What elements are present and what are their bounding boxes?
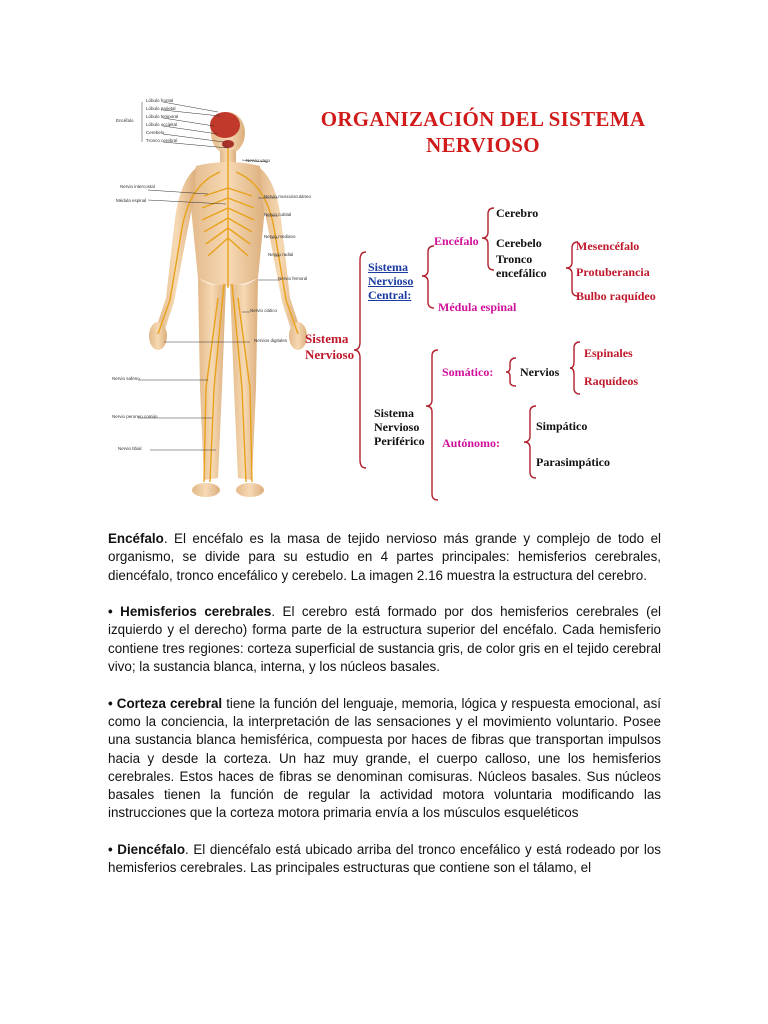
label-encefalo: Encéfalo bbox=[116, 118, 134, 123]
label-medula-espinal: Médula espinal bbox=[116, 198, 147, 203]
node-encefalo: Encéfalo bbox=[434, 234, 479, 248]
node-cerebelo: Cerebelo bbox=[496, 236, 542, 250]
node-sistema-nervioso-central: Sistema Nervioso Central: bbox=[368, 260, 414, 302]
label-nervio-musculocutaneo: Nervio musculocutáneo bbox=[264, 194, 312, 199]
paragraph-encefalo bbox=[108, 530, 661, 585]
node-medula-espinal: Médula espinal bbox=[438, 300, 517, 314]
body-diencefalo: . El diencéfalo está ubicado arriba del tronco encefálico y está rodeado por los hemisferios cerebrales. Las principales estructuras que contiene son el tálamo, el bbox=[108, 842, 661, 876]
label-nervio-cubital: Nervio cubital bbox=[264, 212, 292, 217]
nervous-system-figure bbox=[108, 88, 668, 520]
lead-hemisferios: • Hemisferios cerebrales bbox=[108, 604, 272, 620]
node-protuberancia: Protuberancia bbox=[576, 265, 650, 279]
label-lobulo-frontal: Lóbulo frontal bbox=[146, 98, 174, 103]
label-nervios-digitales: Nervios digitales bbox=[254, 338, 288, 343]
node-parasimpatico: Parasimpático bbox=[536, 455, 610, 469]
label-lobulo-parietal: Lóbulo parietal bbox=[146, 106, 176, 111]
node-somatico: Somático: bbox=[442, 365, 494, 379]
node-autonomo: Autónomo: bbox=[442, 436, 501, 450]
lead-encefalo: Encéfalo bbox=[108, 531, 164, 546]
node-periferico-label: Sistema Nervioso Periférico bbox=[374, 406, 425, 448]
label-lobulo-occipital: Lóbulo occipital bbox=[146, 122, 178, 127]
diagram-title: ORGANIZACIÓN DEL SISTEMA NERVIOSO bbox=[320, 107, 646, 157]
node-mesencefalo: Mesencéfalo bbox=[576, 239, 640, 253]
paragraph-corteza bbox=[108, 695, 661, 823]
label-lobulo-temporal: Lóbulo temporal bbox=[146, 114, 179, 119]
body-corteza: tiene la función del lenguaje, memoria, lógica y respuesta emocional, así como la conciencia, la interpretación de las sensaciones y el movimiento voluntario. Posee una sustancia blanca hemisférica, compuesta por haces de fibras que transportan impulsos hacia y desde la corteza. Un haz muy grande, el cuerpo calloso, une los hemisferios cerebrales. Estos haces de fibras se denominan comisuras. Núcleos basales. Sus núcleos basales tienen la función de regular la actividad motora voluntaria modificando las instrucciones que la corteza motora primaria envía a los músculos esqueléticos bbox=[108, 695, 661, 821]
label-nervio-femoral: Nervio femoral bbox=[278, 276, 308, 281]
node-sistema-nervioso: Sistema Nervioso bbox=[305, 331, 355, 362]
lead-corteza: • Corteza cerebral bbox=[108, 695, 223, 711]
node-simpatico: Simpático bbox=[536, 419, 588, 433]
body-encefalo: . El encéfalo es la masa de tejido nervioso más grande y complejo de todo el organismo, se divide para su estudio en 4 partes principales: hemisferios cerebrales, diencéfalo, tronco encefálico y cerebelo. La imagen 2.16 muestra la estructura del cerebro. bbox=[108, 531, 661, 583]
paragraph-hemisferios bbox=[108, 603, 661, 676]
label-nervio-vago: Nervio vago bbox=[246, 158, 271, 163]
node-espinales: Espinales bbox=[584, 346, 633, 360]
node-nervios: Nervios bbox=[520, 365, 560, 379]
label-tronco-cerebral: Tronco cerebral bbox=[146, 138, 178, 143]
label-nervio-ciatico: Nervio ciático bbox=[250, 308, 278, 313]
paragraph-diencefalo bbox=[108, 841, 661, 878]
label-cerebelo: Cerebelo bbox=[146, 130, 165, 135]
label-nervio-safeno: Nervio safeno bbox=[112, 376, 140, 381]
node-tronco-encefalico: Tronco encefálico bbox=[496, 252, 547, 280]
document-body bbox=[108, 530, 661, 896]
body-hemisferios: . El cerebro está formado por dos hemisferios cerebrales (el izquierdo y el derecho) forma parte de la estructura superior del encéfalo. Cada hemisferio contiene tres regiones: corteza superficial de sustancia gris, de color gris en el tejido cerebral vivo; la sustancia blanca, interna, y los núcleos basales. bbox=[108, 604, 661, 675]
label-nervio-tibial: Nervio tibial bbox=[118, 446, 142, 451]
label-nervio-mediano: Nervio mediano bbox=[264, 234, 296, 239]
lead-diencefalo: • Diencéfalo bbox=[108, 842, 186, 858]
node-sistema-nervioso-periferico bbox=[374, 406, 428, 448]
label-nervio-intercostal: Nervio intercostal bbox=[120, 184, 155, 189]
node-raquideos: Raquídeos bbox=[584, 374, 639, 388]
node-bulbo-raquideo: Bulbo raquídeo bbox=[576, 289, 656, 303]
node-cerebro: Cerebro bbox=[496, 206, 539, 220]
label-nervio-peroneo: Nervio peroneo común bbox=[112, 414, 158, 419]
label-nervio-radial: Nervio radial bbox=[268, 252, 294, 257]
